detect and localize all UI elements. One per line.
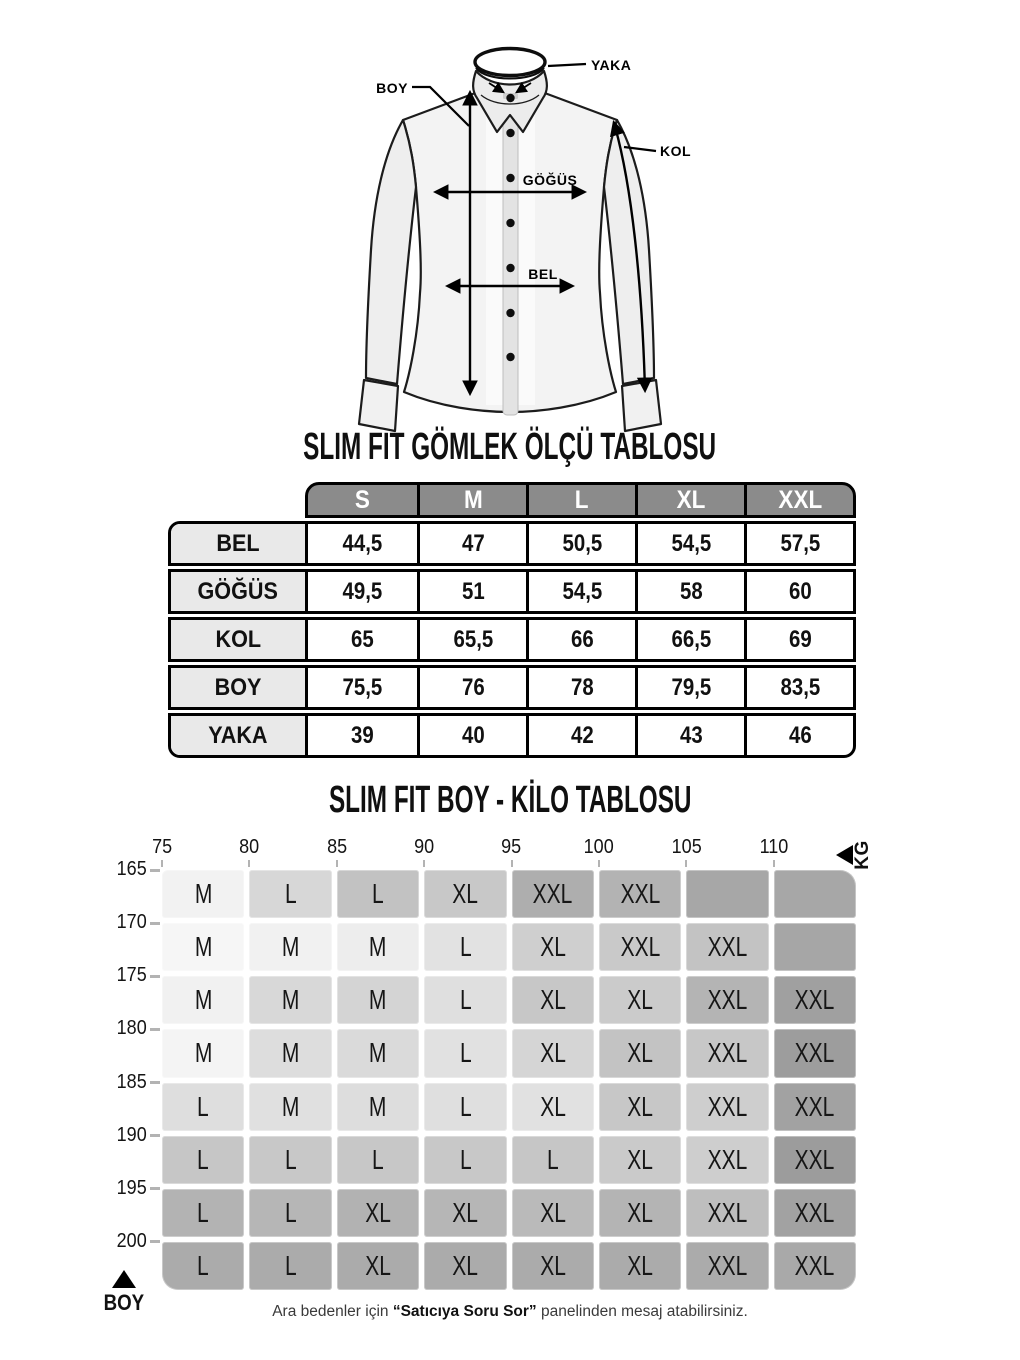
fit-matrix-cell-text: L [459,1143,472,1175]
kg-tick-label-text: 105 [671,836,702,858]
fit-matrix-cell [424,1083,506,1131]
size-column-header [308,485,417,515]
fit-matrix-cell-text: XXL [794,1090,835,1122]
fit-matrix-cell-text: L [459,984,472,1016]
fit-matrix-cell [249,870,331,918]
size-value-cell [744,620,853,659]
boy-tick-label-text: 190 [116,1123,147,1146]
size-value-cell [526,524,635,563]
kg-tick-mark [161,860,163,867]
footer-note [0,1303,1020,1321]
fit-matrix-cell [424,1136,506,1184]
yaka-leader-line [548,64,586,66]
fit-matrix-cell [337,870,419,918]
fit-matrix-cell [337,1189,419,1237]
shirt-measurement-diagram [300,35,720,435]
fit-matrix-cell-text: XXL [794,1249,835,1281]
fit-matrix-cell-text: XL [452,1196,479,1228]
fit-matrix-cell-text: XL [539,1249,566,1281]
kg-tick-label-text: 95 [501,836,522,858]
fit-matrix-cell-text: L [284,1196,297,1228]
boy-tick-mark [150,975,160,978]
fit-matrix-cell-text: XXL [707,1249,748,1281]
fit-matrix-cell [162,1029,244,1077]
fit-matrix-cell [599,1029,681,1077]
fit-matrix-cell [774,1242,856,1290]
fit-matrix-cell-text: M [369,931,387,963]
size-table [168,482,856,758]
fit-matrix-cell-text: XXL [707,1090,748,1122]
fit-matrix-cell-text: XXL [707,1196,748,1228]
fit-matrix-cell [337,1136,419,1184]
size-value-cell [635,572,744,611]
fit-matrix-cell [249,923,331,971]
kg-tick-mark [773,860,775,867]
fit-matrix-cell-text: XL [627,1196,653,1228]
fit-matrix-cell [249,1242,331,1290]
boy-tick-label [96,858,148,881]
size-value-text: 39 [351,721,374,749]
fit-matrix-cell-text: L [284,1143,297,1175]
size-value-text: 50,5 [562,529,602,557]
fit-matrix-cell-text: XL [539,1196,566,1228]
size-column-header [417,485,526,515]
fit-matrix-cell-text: XL [539,984,566,1016]
fit-matrix-cell [512,1029,594,1077]
fit-matrix-cell [599,1189,681,1237]
kg-tick-mark [598,860,600,867]
size-value-text: 44,5 [342,529,383,557]
size-table-row [168,521,856,566]
fit-matrix-cell [162,1136,244,1184]
fit-matrix-cell-text: M [281,984,300,1016]
fit-matrix-cell [162,923,244,971]
fit-matrix-cell [686,1136,768,1184]
fit-matrix-cell [424,1242,506,1290]
fit-matrix-cell [337,976,419,1024]
fit-matrix-cell [512,1242,594,1290]
footer-note-bold: “Satıcıya Soru Sor” [392,1303,537,1320]
size-value-text: 46 [788,721,812,749]
fit-matrix-cell [512,976,594,1024]
kg-tick-label [223,836,275,859]
fit-matrix-cell [249,976,331,1024]
fit-matrix-cell-text: M [194,878,212,910]
fit-matrix-cell [774,1136,856,1184]
size-table-row [168,665,856,710]
size-value-cell [308,524,417,563]
fit-matrix-cell [599,870,681,918]
fit-matrix-cell [162,1242,244,1290]
fit-matrix-cell-text: L [459,931,472,963]
size-table-body [168,521,856,758]
size-value-text: 43 [679,721,703,749]
boy-tick-mark [150,1028,160,1031]
fit-matrix-cell-text: L [459,1090,472,1122]
size-value-text: 54,5 [562,577,602,605]
fit-matrix-cell-text: XXL [794,984,835,1016]
measurement-row-label-text: GÖĞÜS [197,577,279,605]
fit-matrix-cell-text: M [194,1037,212,1069]
fit-matrix-cell [512,1083,594,1131]
boy-tick-label [96,1071,148,1094]
boy-tick-label-text: 200 [116,1229,147,1252]
boy-tick-label-text: 180 [116,1017,147,1040]
size-value-text: 49,5 [342,577,383,605]
footer-note-suffix: panelinden mesaj atabilirsiniz. [536,1303,748,1320]
kg-tick-mark [511,860,513,867]
fit-matrix-cell [599,1083,681,1131]
fit-matrix-cell [686,1083,768,1131]
fit-matrix-cell [249,1189,331,1237]
shirt-sleeve-right [604,120,654,384]
size-column-header-text: XL [676,485,706,514]
fit-matrix-cell [599,1242,681,1290]
size-value-cell [417,524,526,563]
fit-matrix-cell-text: M [194,931,212,963]
fit-matrix-title [0,780,1020,820]
fit-matrix-cell-text: XXL [794,1037,835,1069]
fit-matrix-cell [162,976,244,1024]
fit-matrix-cell [774,1083,856,1131]
size-value-cell [308,620,417,659]
fit-matrix-cell [774,1189,856,1237]
kg-tick-label-text: 90 [414,836,435,858]
size-value-cell [526,716,635,755]
yaka-diagram-label: YAKA [591,57,632,73]
boy-tick-label [96,1230,148,1253]
fit-matrix-cell-text: M [194,984,212,1016]
size-column-header-text: L [575,485,589,514]
kg-tick-mark [248,860,250,867]
size-column-header-text: XXL [778,485,822,514]
size-table-title-text: SLIM FIT GÖMLEK ÖLÇÜ TABLOSU [303,426,717,468]
size-value-text: 42 [570,721,594,749]
fit-matrix-cell [162,870,244,918]
fit-matrix-cell [337,1242,419,1290]
fit-matrix-cell [249,1083,331,1131]
boy-tick-mark [150,1134,160,1137]
shirt-cuff-left [359,380,398,431]
fit-matrix-cell-text: L [284,878,297,910]
size-value-text: 57,5 [780,529,820,557]
fit-matrix-cell [424,923,506,971]
fit-matrix-cell [686,923,768,971]
fit-matrix-cell [249,1029,331,1077]
size-value-cell [308,716,417,755]
fit-matrix-cell-text: XL [539,1090,566,1122]
fit-matrix-cell-text: L [546,1143,559,1175]
boy-diagram-label: BOY [376,80,408,96]
kg-tick-label [748,836,800,859]
fit-matrix-cell [774,1029,856,1077]
fit-matrix-cell-text: M [369,1037,387,1069]
fit-matrix-grid [162,870,856,1290]
measurement-row-label-text: KOL [215,625,261,653]
fit-matrix-cell-text: XXL [532,878,573,910]
measurement-row-label [171,620,308,659]
fit-matrix-cell-text: XL [627,984,653,1016]
kg-tick-label-text: 80 [239,836,260,858]
fit-matrix-cell-text: XL [627,1249,653,1281]
fit-matrix-cell [249,1136,331,1184]
measurement-row-label-text: YAKA [208,721,268,749]
fit-matrix-cell-text: XXL [620,878,660,910]
shirt-cuff-right [622,380,661,431]
size-table-row [168,617,856,662]
shirt-panel-right [518,115,535,405]
kg-tick-label-text: 110 [759,836,788,858]
footer-note-prefix: Ara bedenler için [272,1303,393,1320]
kg-tick-mark [336,860,338,867]
size-value-text: 83,5 [780,673,820,701]
size-value-text: 65,5 [453,625,493,653]
kg-axis-label-text: KG [852,840,873,870]
fit-matrix-cell-text: L [372,878,384,910]
kg-tick-label [398,836,450,859]
size-value-cell [417,572,526,611]
boy-tick-mark [150,869,160,872]
measurement-row-label [171,524,308,563]
fit-matrix-cell-text: M [281,931,300,963]
kg-tick-label-text: 100 [583,836,614,858]
size-value-cell [308,572,417,611]
fit-matrix-cell [424,1189,506,1237]
measurement-row-label-text: BOY [214,673,262,701]
gogus-diagram-label: GÖĞÜS [522,172,578,188]
kg-tick-label [660,836,712,859]
size-value-text: 47 [461,529,485,557]
boy-tick-label-text: 185 [116,1070,147,1093]
kg-tick-label-text: 85 [326,836,347,858]
fit-matrix-cell [774,923,856,971]
size-value-cell [417,620,526,659]
size-value-cell [635,620,744,659]
size-value-text: 60 [788,577,812,605]
size-value-text: 78 [570,673,594,701]
size-column-header-text: M [463,485,483,514]
bel-diagram-label: BEL [528,266,558,282]
fit-matrix-cell-text: L [197,1249,210,1281]
fit-matrix-cell [686,1242,768,1290]
boy-tick-label-text: 165 [116,858,147,880]
size-value-text: 51 [461,577,485,605]
measurement-row-label [171,668,308,707]
fit-matrix-cell-text: L [459,1037,472,1069]
size-value-cell [635,716,744,755]
kg-tick-label-text: 75 [151,836,173,858]
size-value-cell [308,668,417,707]
size-value-text: 58 [679,577,703,605]
fit-matrix-cell-text: XL [627,1090,653,1122]
measurement-row-label-text: BEL [216,529,260,557]
fit-matrix-cell-text: XL [539,1037,566,1069]
boy-tick-label [96,964,148,987]
boy-axis-label-text: BOY [103,1290,145,1315]
size-value-cell [744,716,853,755]
size-value-text: 76 [461,673,485,701]
fit-matrix-cell-text: XL [627,1143,653,1175]
size-value-cell [744,668,853,707]
fit-matrix-cell [599,976,681,1024]
fit-matrix-cell-text: XXL [794,1143,835,1175]
size-value-text: 54,5 [671,529,711,557]
fit-matrix-cell-text: M [281,1090,300,1122]
fit-matrix-cell [686,1029,768,1077]
kg-tick-mark [423,860,425,867]
kg-tick-mark [685,860,687,867]
size-column-header-text: S [354,485,371,514]
size-value-text: 69 [788,625,812,653]
fit-matrix-cell [337,923,419,971]
fit-matrix-cell-text: XXL [707,984,748,1016]
boy-tick-label [96,1017,148,1040]
shirt-panel-left [486,115,503,405]
fit-matrix-cell-text: XL [365,1249,391,1281]
fit-matrix-cell [599,1136,681,1184]
size-column-header [635,485,744,515]
fit-matrix-cell-text: XL [627,1037,653,1069]
size-table-row [168,569,856,614]
boy-tick-mark [150,1187,160,1190]
size-table-row [168,713,856,758]
fit-matrix-cell [686,976,768,1024]
size-value-text: 75,5 [342,673,383,701]
fit-matrix-cell-text: L [197,1196,210,1228]
size-value-cell [417,716,526,755]
boy-tick-mark [150,1081,160,1084]
fit-matrix-cell [424,976,506,1024]
size-value-cell [635,668,744,707]
measurement-row-label [171,572,308,611]
fit-matrix-cell-text: M [369,984,387,1016]
fit-matrix-cell [162,1083,244,1131]
boy-tick-label [96,911,148,934]
size-value-text: 66,5 [671,625,711,653]
boy-axis-arrow-icon [112,1270,136,1288]
fit-matrix-cell [424,1029,506,1077]
fit-matrix-cell [512,923,594,971]
fit-matrix-cell [424,870,506,918]
fit-matrix-cell-text: M [369,1090,387,1122]
size-value-cell [744,572,853,611]
fit-matrix-cell [162,1189,244,1237]
shirt-sleeve-left [366,120,416,384]
fit-matrix-cell-text: XL [452,1249,479,1281]
fit-matrix-cell [599,923,681,971]
fit-matrix-cell-text: XXL [707,1143,748,1175]
fit-matrix-cell-text: XXL [794,1196,835,1228]
fit-matrix-cell-text: XXL [620,931,660,963]
size-value-cell [526,620,635,659]
size-value-text: 65 [351,625,374,653]
kg-tick-label [311,836,363,859]
size-value-cell [635,524,744,563]
size-value-text: 66 [570,625,594,653]
fit-matrix-cell-text: XXL [707,1037,748,1069]
kol-diagram-label: KOL [660,143,692,159]
fit-matrix-cell-text: L [284,1249,297,1281]
fit-matrix-cell-text: L [197,1090,210,1122]
size-column-header [526,485,635,515]
boy-tick-label [96,1124,148,1147]
fit-matrix-cell [686,870,768,918]
boy-tick-label-text: 170 [116,911,147,934]
fit-matrix-cell [512,1136,594,1184]
fit-matrix-cell-text: L [197,1143,210,1175]
size-table-header [305,482,856,518]
boy-tick-mark [150,1240,160,1243]
size-column-header [744,485,853,515]
fit-matrix-cell [774,976,856,1024]
fit-matrix-cell-text: XXL [707,931,748,963]
fit-matrix-cell-text: XL [452,878,479,910]
kg-tick-label [486,836,538,859]
kg-tick-label [136,836,188,859]
boy-tick-mark [150,922,160,925]
fit-matrix-cell [774,870,856,918]
fit-matrix-cell-text: XL [365,1196,391,1228]
fit-matrix-title-text: SLIM FIT BOY - KİLO TABLOSU [328,779,692,821]
kg-tick-label [573,836,625,859]
fit-matrix-cell-text: XL [539,931,566,963]
kg-axis-label [851,840,875,870]
size-value-cell [744,524,853,563]
size-value-text: 79,5 [671,673,711,701]
fit-matrix-cell-text: L [372,1143,384,1175]
fit-matrix-cell [512,1189,594,1237]
fit-matrix-cell [337,1029,419,1077]
size-value-cell [526,668,635,707]
collar-measure-ring [475,49,545,76]
size-value-cell [417,668,526,707]
measurement-row-label [171,716,308,755]
fit-matrix-cell [337,1083,419,1131]
boy-tick-label-text: 175 [116,964,147,987]
boy-tick-label-text: 195 [116,1176,147,1199]
fit-matrix-cell-text: M [281,1037,300,1069]
fit-matrix-cell [686,1189,768,1237]
size-value-text: 40 [461,721,485,749]
fit-matrix-cell [512,870,594,918]
size-table-title [0,427,1020,467]
size-value-cell [526,572,635,611]
boy-tick-label [96,1177,148,1200]
